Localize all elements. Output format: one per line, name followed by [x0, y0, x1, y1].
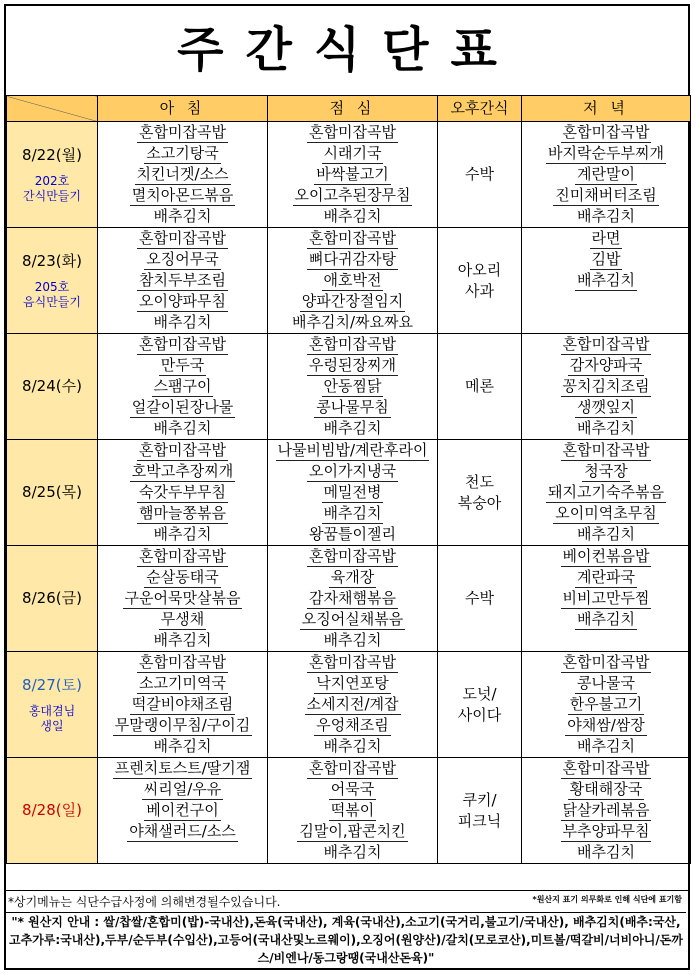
dinner-item: 배추김치 [577, 525, 635, 543]
lunch-item: 바싹불고기 [316, 165, 389, 183]
breakfast-cell [98, 249, 268, 270]
breakfast-cell [98, 715, 268, 736]
lunch-item: 오이가지냉국 [309, 462, 396, 480]
lunch-cell [268, 546, 438, 568]
dinner-cell [522, 842, 691, 864]
dinner-cell [522, 291, 691, 312]
dinner-item: 배추김치 [577, 419, 635, 437]
dinner-item: 한우불고기 [569, 695, 643, 713]
dinner-item: 혼합미잡곡밥 [562, 653, 650, 671]
menu-row [7, 673, 691, 694]
breakfast-cell [98, 164, 268, 185]
day-cell [7, 546, 98, 652]
lunch-cell [268, 630, 438, 652]
breakfast-cell [98, 842, 268, 864]
lunch-item: 우렁된장찌개 [309, 356, 396, 374]
lunch-item: 배추김치 [323, 504, 382, 522]
lunch-item: 감자채햄볶음 [309, 589, 396, 607]
dinner-item: 김밥 [591, 250, 621, 268]
menu-row [7, 546, 691, 568]
breakfast-cell [98, 546, 268, 568]
dinner-cell [522, 122, 691, 144]
lunch-cell [268, 122, 438, 144]
lunch-item: 혼합미잡곡밥 [309, 759, 396, 777]
dinner-item: 꽁치김치조림 [562, 377, 650, 395]
lunch-item: 소세지전/계잡 [306, 695, 399, 713]
dinner-item: 생깻잎지 [577, 398, 635, 416]
breakfast-item: 혼합미잡곡밥 [139, 653, 226, 671]
day-date: 8/25(목) [22, 483, 82, 501]
header-dinner: 저 녁 [522, 96, 691, 122]
lunch-cell [268, 440, 438, 462]
header-snack: 오후간식 [438, 96, 522, 122]
lunch-cell [268, 312, 438, 334]
breakfast-item: 베이컨구이 [146, 801, 219, 819]
breakfast-item: 소고기탕국 [146, 144, 219, 162]
menu-row [7, 630, 691, 652]
lunch-cell [268, 355, 438, 376]
day-note: 202호 간식만들기 [23, 174, 81, 203]
menu-row [7, 758, 691, 780]
dinner-cell [522, 524, 691, 546]
breakfast-item: 배추김치 [153, 737, 212, 755]
dinner-cell [522, 715, 691, 736]
lunch-item: 뼈다귀감자탕 [309, 250, 396, 268]
breakfast-item: 소고기미역국 [139, 674, 226, 692]
breakfast-item: 혼합미잡곡밥 [139, 229, 226, 247]
lunch-item: 오징어실채볶음 [301, 610, 404, 628]
breakfast-cell [98, 312, 268, 334]
dinner-cell [522, 736, 691, 758]
breakfast-item: 배추김치 [153, 313, 212, 331]
dinner-cell [522, 185, 691, 206]
menu-row [7, 249, 691, 270]
dinner-cell [522, 588, 691, 609]
menu-row [7, 143, 691, 164]
breakfast-item: 숙갓두부무침 [139, 483, 226, 501]
dinner-cell [522, 694, 691, 715]
dinner-cell [522, 609, 691, 630]
menu-row [7, 715, 691, 736]
lunch-cell [268, 291, 438, 312]
origin-notice: "* 원산지 안내 : 쌀/찹쌀/혼합미(밥)-국내산),돈육(국내산), 계육(국내산),소고기(국거리,불고기/국내산), 배추김치(배추:국산,고추가루:국내산),두부/순두부(수입산),고등어(국내산및노르웨이),오징어(원양산)/갈치(모로코산),미트볼/떡갈비/너비아니/돈까스/비엔나/동그랑땡(국내산돈육)" [6, 912, 686, 969]
breakfast-item: 멸치아몬드볶음 [131, 186, 234, 204]
snack-cell: 메론 [438, 334, 522, 440]
dinner-item: 배추김치 [577, 843, 635, 861]
menu-row [7, 800, 691, 821]
menu-row [7, 482, 691, 503]
dinner-item: 계란파국 [577, 568, 635, 586]
breakfast-item: 프렌치토스트/딸기잼 [114, 759, 251, 777]
lunch-item: 메밀전병 [323, 483, 382, 501]
dinner-cell [522, 206, 691, 228]
dinner-item: 감자양파국 [569, 356, 643, 374]
lunch-item: 육개장 [330, 568, 375, 586]
breakfast-item: 떡갈비야채조림 [131, 695, 234, 713]
footnote-right: *원산지 표기 의무화로 인해 식단에 표기함 [532, 895, 682, 904]
breakfast-cell [98, 630, 268, 652]
snack-cell: 천도 복숭아 [438, 440, 522, 546]
dinner-item: 닭살카레볶음 [562, 801, 650, 819]
lunch-cell [268, 758, 438, 780]
menu-row [7, 397, 691, 418]
lunch-cell [268, 206, 438, 228]
breakfast-item: 오징어무국 [146, 250, 219, 268]
snack-cell: 쿠키/ 피크닉 [438, 758, 522, 864]
breakfast-cell [98, 334, 268, 356]
dinner-cell [522, 461, 691, 482]
dinner-item: 부추양파무침 [562, 822, 650, 840]
lunch-item: 어묵국 [330, 780, 375, 798]
dinner-cell [522, 143, 691, 164]
lunch-cell [268, 821, 438, 842]
lunch-item: 오이고추된장무침 [294, 186, 411, 204]
footnote-left: *상기메뉴는 식단수급사정에 의해변경될수있습니다. [8, 895, 281, 909]
dinner-cell [522, 334, 691, 356]
lunch-item: 배추김치 [323, 207, 382, 225]
dinner-cell [522, 800, 691, 821]
lunch-item: 배추김치/짜요짜요 [292, 313, 413, 331]
breakfast-cell [98, 503, 268, 524]
header-lunch: 점 심 [268, 96, 438, 122]
menu-row [7, 588, 691, 609]
breakfast-item: 참치두부조림 [139, 271, 226, 289]
breakfast-cell [98, 185, 268, 206]
breakfast-item: 배추김치 [153, 419, 212, 437]
lunch-cell [268, 418, 438, 440]
breakfast-item: 배추김치 [153, 525, 212, 543]
breakfast-cell [98, 143, 268, 164]
dinner-item: 배추김치 [577, 737, 635, 755]
menu-row [7, 652, 691, 674]
lunch-cell [268, 143, 438, 164]
dinner-item: 황태해장국 [569, 780, 643, 798]
menu-row [7, 312, 691, 334]
menu-row [7, 376, 691, 397]
lunch-cell [268, 334, 438, 356]
dinner-cell [522, 376, 691, 397]
snack-cell: 수박 [438, 122, 522, 228]
day-date: 8/23(화) [22, 252, 82, 270]
breakfast-cell [98, 694, 268, 715]
breakfast-cell [98, 355, 268, 376]
menu-row [7, 736, 691, 758]
dinner-item: 야채쌈/쌈장 [567, 716, 645, 734]
dinner-item: 라면 [591, 229, 621, 247]
lunch-item: 낙지연포탕 [316, 674, 389, 692]
breakfast-cell [98, 758, 268, 780]
day-date: 8/24(수) [22, 377, 82, 395]
day-cell [7, 228, 98, 334]
menu-row [7, 524, 691, 546]
menu-row [7, 355, 691, 376]
lunch-item: 배추김치 [323, 737, 382, 755]
breakfast-item: 혼합미잡곡밥 [139, 123, 226, 141]
day-cell [7, 440, 98, 546]
lunch-item: 혼합미잡곡밥 [309, 653, 396, 671]
menu-row [7, 779, 691, 800]
snack-cell: 아오리 사과 [438, 228, 522, 334]
breakfast-item: 혼합미잡곡밥 [139, 335, 226, 353]
dinner-cell [522, 503, 691, 524]
breakfast-cell [98, 206, 268, 228]
lunch-cell [268, 588, 438, 609]
page-title: 주간식단표 [177, 21, 519, 78]
dinner-item: 돼지고기숙주볶음 [548, 483, 664, 501]
lunch-item: 김말이,팝콘치킨 [299, 822, 406, 840]
dinner-cell [522, 758, 691, 780]
breakfast-cell [98, 482, 268, 503]
breakfast-cell [98, 567, 268, 588]
lunch-cell [268, 652, 438, 674]
lunch-item: 안동찜닭 [323, 377, 382, 395]
menu-row [7, 461, 691, 482]
dinner-cell [522, 482, 691, 503]
lunch-item: 콩나물무침 [316, 398, 389, 416]
menu-row [7, 694, 691, 715]
menu-row [7, 821, 691, 842]
dinner-cell [522, 567, 691, 588]
dinner-cell [522, 164, 691, 185]
dinner-cell [522, 418, 691, 440]
menu-row [7, 270, 691, 291]
dinner-item: 혼합미잡곡밥 [562, 441, 650, 459]
lunch-cell [268, 609, 438, 630]
menu-row [7, 185, 691, 206]
dinner-item: 계란말이 [577, 165, 635, 183]
lunch-cell [268, 228, 438, 250]
lunch-item: 시래기국 [323, 144, 382, 162]
breakfast-item: 햄마늘쫑볶음 [139, 504, 226, 522]
dinner-item: 오이미역초무침 [555, 504, 657, 522]
breakfast-cell [98, 440, 268, 462]
menu-row [7, 164, 691, 185]
dinner-cell [522, 355, 691, 376]
lunch-cell [268, 482, 438, 503]
breakfast-item: 오이양파무침 [139, 292, 226, 310]
breakfast-cell [98, 397, 268, 418]
dinner-cell [522, 397, 691, 418]
dinner-cell [522, 673, 691, 694]
breakfast-item: 배추김치 [153, 631, 212, 649]
lunch-item: 혼합미잡곡밥 [309, 547, 396, 565]
lunch-item: 배추김치 [323, 843, 382, 861]
header-breakfast: 아 침 [98, 96, 268, 122]
lunch-item: 혼합미잡곡밥 [309, 123, 396, 141]
breakfast-cell [98, 652, 268, 674]
menu-row [7, 842, 691, 864]
menu-row [7, 609, 691, 630]
day-date: 8/22(월) [22, 146, 82, 164]
menu-table [6, 95, 691, 864]
dinner-item: 콩나물국 [577, 674, 635, 692]
breakfast-item: 씨리얼/우유 [143, 780, 222, 798]
lunch-cell [268, 842, 438, 864]
breakfast-item: 구운어묵맛살볶음 [124, 589, 241, 607]
lunch-cell [268, 503, 438, 524]
breakfast-cell [98, 588, 268, 609]
menu-row [7, 122, 691, 144]
dinner-cell [522, 821, 691, 842]
breakfast-item: 무생채 [160, 610, 205, 628]
day-date: 8/26(금) [22, 589, 82, 607]
corner-header [7, 96, 98, 122]
lunch-item: 떡볶이 [330, 801, 375, 819]
breakfast-item: 얼갈이된장나물 [131, 398, 234, 416]
breakfast-cell [98, 609, 268, 630]
breakfast-item: 무말랭이무침/구이김 [114, 716, 251, 734]
dinner-cell [522, 312, 691, 334]
dinner-cell [522, 270, 691, 291]
breakfast-item: 야채샐러드/소스 [129, 822, 236, 840]
day-note: 홍대겸님 생일 [28, 704, 76, 733]
breakfast-item: 치킨너겟/소스 [136, 165, 229, 183]
dinner-cell [522, 630, 691, 652]
dinner-cell [522, 249, 691, 270]
lunch-cell [268, 185, 438, 206]
lunch-cell [268, 461, 438, 482]
dinner-cell [522, 440, 691, 462]
breakfast-cell [98, 736, 268, 758]
lunch-item: 우엉채조림 [316, 716, 389, 734]
menu-row [7, 334, 691, 356]
dinner-item: 진미채버터조림 [555, 186, 657, 204]
lunch-cell [268, 567, 438, 588]
menu-row [7, 418, 691, 440]
lunch-cell [268, 800, 438, 821]
day-note: 205호 음식만들기 [23, 280, 81, 309]
breakfast-cell [98, 461, 268, 482]
dinner-item: 베이컨볶음밥 [562, 547, 650, 565]
breakfast-item: 혼합미잡곡밥 [139, 441, 226, 459]
breakfast-cell [98, 376, 268, 397]
lunch-item: 애호박전 [323, 271, 382, 289]
dinner-item: 배추김치 [577, 207, 635, 225]
dinner-item: 혼합미잡곡밥 [562, 123, 650, 141]
dinner-cell [522, 779, 691, 800]
breakfast-cell [98, 821, 268, 842]
breakfast-cell [98, 122, 268, 144]
menu-row [7, 291, 691, 312]
dinner-cell [522, 228, 691, 250]
lunch-cell [268, 694, 438, 715]
lunch-cell [268, 397, 438, 418]
lunch-item: 양파간장절임지 [301, 292, 404, 310]
snack-cell: 도넛/ 사이다 [438, 652, 522, 758]
lunch-cell [268, 249, 438, 270]
menu-row [7, 440, 691, 462]
lunch-cell [268, 270, 438, 291]
breakfast-cell [98, 228, 268, 250]
breakfast-cell [98, 418, 268, 440]
dinner-item: 비비고만두찜 [562, 589, 650, 607]
dinner-item: 바지락순두부찌개 [548, 144, 664, 162]
day-cell [7, 652, 98, 758]
footnote [6, 890, 690, 911]
dinner-item: 배추김치 [577, 271, 635, 289]
lunch-cell [268, 673, 438, 694]
lunch-item: 혼합미잡곡밥 [309, 335, 396, 353]
menu-row [7, 567, 691, 588]
dinner-item: 청국장 [584, 462, 628, 480]
breakfast-cell [98, 291, 268, 312]
breakfast-item: 만두국 [160, 356, 205, 374]
lunch-item: 배추김치 [323, 631, 382, 649]
menu-row [7, 228, 691, 250]
lunch-item: 나물비빔밥/계란후라이 [277, 441, 428, 459]
dinner-item: 혼합미잡곡밥 [562, 335, 650, 353]
lunch-cell [268, 736, 438, 758]
lunch-cell [268, 779, 438, 800]
menu-row [7, 503, 691, 524]
breakfast-cell [98, 673, 268, 694]
lunch-item: 왕꿈틀이젤리 [309, 525, 396, 543]
dinner-item: 혼합미잡곡밥 [562, 759, 650, 777]
breakfast-item: 혼합미잡곡밥 [139, 547, 226, 565]
snack-cell: 수박 [438, 546, 522, 652]
day-cell [7, 758, 98, 864]
day-date: 8/27(토) [22, 676, 82, 694]
dinner-cell [522, 652, 691, 674]
breakfast-cell [98, 524, 268, 546]
lunch-cell [268, 524, 438, 546]
lunch-cell [268, 164, 438, 185]
dinner-cell [522, 546, 691, 568]
breakfast-item: 스팸구이 [153, 377, 212, 395]
breakfast-item: 배추김치 [153, 207, 212, 225]
lunch-cell [268, 376, 438, 397]
menu-row [7, 206, 691, 228]
lunch-item: 혼합미잡곡밥 [309, 229, 396, 247]
menu-body [7, 122, 691, 864]
breakfast-cell [98, 800, 268, 821]
breakfast-item: 호박고추장찌개 [131, 462, 234, 480]
day-cell [7, 122, 98, 228]
breakfast-item: 순살동태국 [146, 568, 219, 586]
breakfast-cell [98, 270, 268, 291]
lunch-item: 배추김치 [323, 419, 382, 437]
lunch-cell [268, 715, 438, 736]
breakfast-cell [98, 779, 268, 800]
day-date: 8/28(일) [22, 801, 82, 819]
day-cell [7, 334, 98, 440]
dinner-item: 배추김치 [577, 610, 635, 628]
